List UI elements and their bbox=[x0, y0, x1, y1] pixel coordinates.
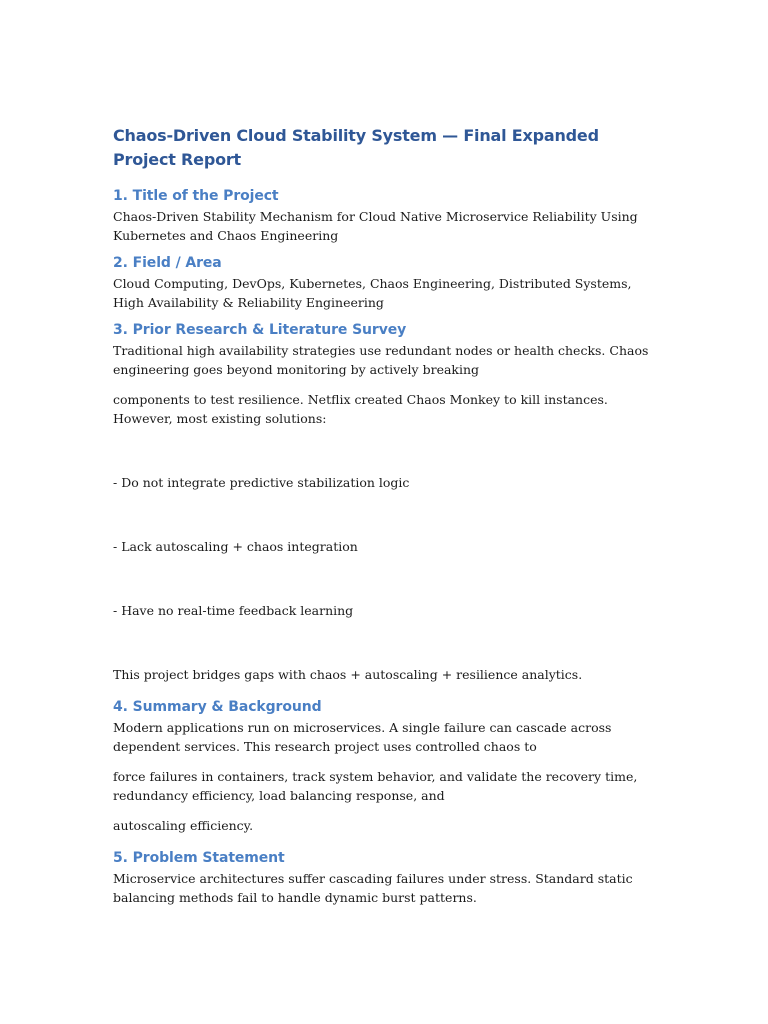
section-heading-field-area: 2. Field / Area bbox=[113, 255, 222, 271]
section-heading-title-of-project: 1. Title of the Project bbox=[113, 188, 279, 204]
list-item: - Have no real-time feedback learning bbox=[113, 603, 354, 618]
document-body bbox=[113, 124, 658, 907]
section-heading-problem-statement: 5. Problem Statement bbox=[113, 850, 285, 866]
section-paragraph: autoscaling efficiency. bbox=[113, 818, 254, 833]
section-paragraph: Chaos-Driven Stability Mechanism for Cloud Native Microservice Reliability Using Kubernetes and Chaos Engineering bbox=[113, 209, 638, 243]
section-paragraph: Modern applications run on microservices. A single failure can cascade across dependent services. This research project uses controlled chaos to bbox=[113, 720, 612, 754]
list-item: - Lack autoscaling + chaos integration bbox=[113, 539, 358, 554]
section-paragraph: components to test resilience. Netflix created Chaos Monkey to kill instances. However, most existing solutions: bbox=[113, 392, 608, 426]
section-heading-prior-research: 3. Prior Research & Literature Survey bbox=[113, 322, 407, 338]
list-item: - Do not integrate predictive stabilization logic bbox=[113, 475, 410, 490]
section-paragraph: This project bridges gaps with chaos + autoscaling + resilience analytics. bbox=[113, 667, 583, 682]
section-paragraph: force failures in containers, track system behavior, and validate the recovery time, redundancy efficiency, load balancing response, and bbox=[113, 769, 638, 803]
document-title: Chaos-Driven Cloud Stability System — Final Expanded Project Report bbox=[113, 126, 599, 169]
section-paragraph: Microservice architectures suffer cascading failures under stress. Standard static balancing methods fail to handle dynamic burst patterns. bbox=[113, 871, 633, 905]
section-heading-summary-background: 4. Summary & Background bbox=[113, 699, 322, 715]
section-paragraph: Traditional high availability strategies use redundant nodes or health checks. Chaos engineering goes beyond monitoring by actively breaking bbox=[113, 343, 649, 377]
section-paragraph: Cloud Computing, DevOps, Kubernetes, Chaos Engineering, Distributed Systems, High Availability & Reliability Engineering bbox=[113, 276, 632, 310]
